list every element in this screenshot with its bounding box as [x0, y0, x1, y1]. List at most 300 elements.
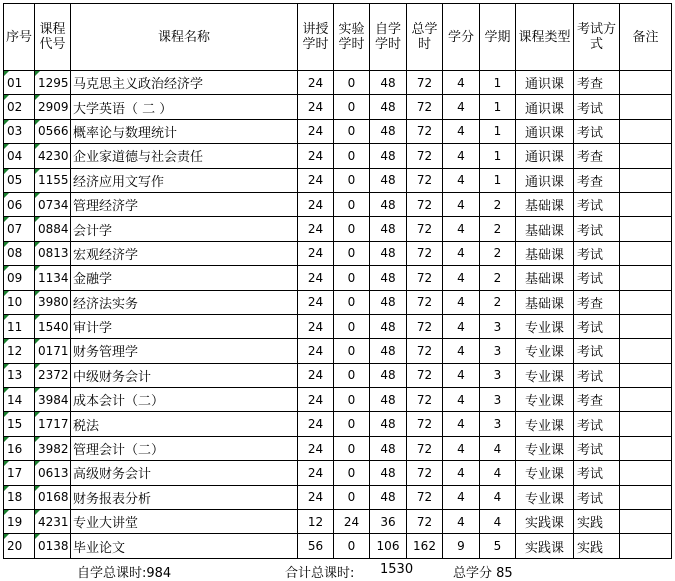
exam-method-cell: 考试	[574, 485, 620, 509]
table-row	[4, 266, 672, 290]
total-hours-value: 1530	[380, 562, 414, 577]
table-row	[4, 290, 672, 314]
credits-cell: 4	[443, 192, 480, 216]
course-type-cell: 专业课	[516, 485, 574, 509]
cell-marker-icon	[4, 510, 9, 515]
lecture-hours-cell: 24	[298, 363, 334, 387]
semester-cell: 2	[480, 266, 516, 290]
table-body	[4, 71, 672, 559]
table-row	[4, 388, 672, 412]
course-name-cell: 毕业论文	[71, 534, 298, 558]
table-row	[4, 485, 672, 509]
lecture-hours-cell: 12	[298, 510, 334, 534]
lecture-hours-cell: 24	[298, 119, 334, 143]
row-index-cell	[4, 71, 35, 95]
row-index-text: 07	[7, 222, 23, 237]
row-index-cell	[4, 412, 35, 436]
course-name-cell: 审计学	[71, 314, 298, 338]
remarks-cell	[620, 314, 672, 338]
row-index-text: 17	[7, 465, 23, 480]
col-course-type-header: 课程类型	[516, 4, 574, 71]
lecture-hours-cell: 24	[298, 144, 334, 168]
remarks-cell	[620, 192, 672, 216]
lecture-hours-cell: 24	[298, 266, 334, 290]
row-index-text: 19	[7, 514, 23, 529]
credits-cell: 4	[443, 461, 480, 485]
table-row	[4, 168, 672, 192]
self-study-hours-cell: 48	[370, 485, 407, 509]
cell-marker-icon	[4, 388, 9, 393]
course-code-text: 0734	[38, 197, 69, 212]
semester-cell: 5	[480, 534, 516, 558]
self-study-hours-cell: 48	[370, 436, 407, 460]
row-index-text: 08	[7, 246, 23, 261]
row-index-text: 13	[7, 368, 23, 383]
row-index-cell	[4, 217, 35, 241]
row-index-cell	[4, 241, 35, 265]
credits-cell: 4	[443, 290, 480, 314]
self-study-hours-cell: 36	[370, 510, 407, 534]
course-name-cell: 马克思主义政治经济学	[71, 71, 298, 95]
row-index-text: 10	[7, 295, 23, 310]
self-study-hours-cell: 48	[370, 314, 407, 338]
exam-method-cell: 考试	[574, 95, 620, 119]
course-code-cell	[35, 241, 71, 265]
col-course-code-header: 课程代号	[35, 4, 71, 71]
cell-marker-icon	[4, 291, 9, 296]
header-row	[4, 4, 672, 71]
lecture-hours-cell: 24	[298, 461, 334, 485]
remarks-cell	[620, 510, 672, 534]
course-name-cell: 中级财务会计	[71, 363, 298, 387]
self-study-hours-cell: 48	[370, 388, 407, 412]
credits-cell: 4	[443, 217, 480, 241]
table-row	[4, 314, 672, 338]
course-name-cell: 税法	[71, 412, 298, 436]
semester-cell: 2	[480, 192, 516, 216]
cell-marker-icon	[4, 95, 9, 100]
lab-hours-cell: 0	[334, 217, 370, 241]
row-index-text: 18	[7, 490, 23, 505]
cell-marker-icon	[35, 144, 40, 149]
lab-hours-cell: 0	[334, 290, 370, 314]
table-row	[4, 217, 672, 241]
table-row	[4, 339, 672, 363]
credits-cell: 4	[443, 485, 480, 509]
row-index-text: 05	[7, 173, 23, 188]
col-exam-method-header: 考试方式	[574, 4, 620, 71]
course-code-text: 0813	[38, 246, 69, 261]
cell-marker-icon	[35, 437, 40, 442]
course-type-cell: 基础课	[516, 192, 574, 216]
credits-cell: 4	[443, 266, 480, 290]
lecture-hours-cell: 24	[298, 314, 334, 338]
self-study-total: 自学总课时:984	[77, 566, 172, 581]
course-code-cell	[35, 314, 71, 338]
course-type-cell: 专业课	[516, 339, 574, 363]
semester-cell: 1	[480, 71, 516, 95]
credits-cell: 4	[443, 436, 480, 460]
total-hours-cell: 72	[407, 290, 443, 314]
course-code-text: 1540	[38, 319, 69, 334]
cell-marker-icon	[35, 315, 40, 320]
course-name-cell: 金融学	[71, 266, 298, 290]
course-type-cell: 专业课	[516, 412, 574, 436]
course-code-cell	[35, 144, 71, 168]
course-code-cell	[35, 168, 71, 192]
cell-marker-icon	[35, 291, 40, 296]
credits-cell: 9	[443, 534, 480, 558]
self-study-hours-cell: 48	[370, 217, 407, 241]
self-study-hours-cell: 48	[370, 192, 407, 216]
row-index-cell	[4, 144, 35, 168]
remarks-cell	[620, 217, 672, 241]
col-semester-header: 学期	[480, 4, 516, 71]
total-hours-cell: 72	[407, 314, 443, 338]
self-study-hours-cell: 48	[370, 119, 407, 143]
course-table	[3, 3, 672, 559]
lecture-hours-cell: 24	[298, 388, 334, 412]
exam-method-cell: 考试	[574, 192, 620, 216]
cell-marker-icon	[4, 339, 9, 344]
course-code-text: 1155	[38, 173, 69, 188]
table-row	[4, 534, 672, 558]
course-type-cell: 通识课	[516, 95, 574, 119]
row-index-cell	[4, 363, 35, 387]
lecture-hours-cell: 24	[298, 168, 334, 192]
exam-method-cell: 考试	[574, 339, 620, 363]
lab-hours-cell: 24	[334, 510, 370, 534]
cell-marker-icon	[35, 71, 40, 76]
credits-cell: 4	[443, 144, 480, 168]
course-name-cell: 概率论与数理统计	[71, 119, 298, 143]
course-type-cell: 实践课	[516, 510, 574, 534]
course-code-text: 3984	[38, 392, 69, 407]
exam-method-cell: 实践	[574, 510, 620, 534]
exam-method-cell: 实践	[574, 534, 620, 558]
course-code-text: 0171	[38, 343, 69, 358]
course-type-cell: 专业课	[516, 388, 574, 412]
lab-hours-cell: 0	[334, 314, 370, 338]
semester-cell: 1	[480, 168, 516, 192]
lab-hours-cell: 0	[334, 534, 370, 558]
lab-hours-cell: 0	[334, 266, 370, 290]
row-index-cell	[4, 461, 35, 485]
table-row	[4, 510, 672, 534]
row-index-cell	[4, 436, 35, 460]
row-index-cell	[4, 485, 35, 509]
cell-marker-icon	[35, 120, 40, 125]
row-index-cell	[4, 192, 35, 216]
self-study-hours-cell: 48	[370, 290, 407, 314]
cell-marker-icon	[4, 315, 9, 320]
self-study-hours-cell: 48	[370, 461, 407, 485]
exam-method-cell: 考试	[574, 461, 620, 485]
course-code-text: 0138	[38, 539, 69, 554]
cell-marker-icon	[4, 461, 9, 466]
course-code-text: 0613	[38, 465, 69, 480]
credits-cell: 4	[443, 95, 480, 119]
self-study-hours-cell: 48	[370, 144, 407, 168]
row-index-cell	[4, 534, 35, 558]
remarks-cell	[620, 241, 672, 265]
cell-marker-icon	[35, 169, 40, 174]
lab-hours-cell: 0	[334, 71, 370, 95]
remarks-cell	[620, 144, 672, 168]
lab-hours-cell: 0	[334, 168, 370, 192]
table-row	[4, 412, 672, 436]
table-row	[4, 436, 672, 460]
lab-hours-cell: 0	[334, 241, 370, 265]
course-type-cell: 基础课	[516, 290, 574, 314]
cell-marker-icon	[4, 412, 9, 417]
exam-method-cell: 考试	[574, 266, 620, 290]
course-code-cell	[35, 534, 71, 558]
exam-method-cell: 考查	[574, 71, 620, 95]
lab-hours-cell: 0	[334, 95, 370, 119]
row-index-cell	[4, 266, 35, 290]
self-study-hours-cell: 48	[370, 168, 407, 192]
course-code-cell	[35, 192, 71, 216]
table-row	[4, 363, 672, 387]
course-code-text: 0168	[38, 490, 69, 505]
cell-marker-icon	[4, 266, 9, 271]
lecture-hours-cell: 24	[298, 436, 334, 460]
total-hours-cell: 72	[407, 95, 443, 119]
semester-cell: 4	[480, 485, 516, 509]
course-name-cell: 管理会计（二）	[71, 436, 298, 460]
course-type-cell: 专业课	[516, 363, 574, 387]
total-hours-cell: 72	[407, 363, 443, 387]
course-name-cell: 会计学	[71, 217, 298, 241]
self-study-hours-cell: 48	[370, 339, 407, 363]
course-code-cell	[35, 510, 71, 534]
course-name-cell: 财务管理学	[71, 339, 298, 363]
total-hours-cell: 72	[407, 266, 443, 290]
course-code-cell	[35, 485, 71, 509]
cell-marker-icon	[4, 364, 9, 369]
cell-marker-icon	[4, 144, 9, 149]
cell-marker-icon	[35, 461, 40, 466]
cell-marker-icon	[4, 71, 9, 76]
exam-method-cell: 考试	[574, 314, 620, 338]
course-code-cell	[35, 388, 71, 412]
course-code-text: 0884	[38, 222, 69, 237]
course-code-text: 2909	[38, 100, 69, 115]
course-type-cell: 基础课	[516, 217, 574, 241]
cell-marker-icon	[35, 266, 40, 271]
cell-marker-icon	[35, 242, 40, 247]
cell-marker-icon	[35, 217, 40, 222]
remarks-cell	[620, 485, 672, 509]
lab-hours-cell: 0	[334, 485, 370, 509]
lecture-hours-cell: 24	[298, 412, 334, 436]
cell-marker-icon	[4, 217, 9, 222]
row-index-cell	[4, 290, 35, 314]
total-hours-cell: 72	[407, 119, 443, 143]
row-index-cell	[4, 314, 35, 338]
total-hours-cell: 72	[407, 71, 443, 95]
cell-marker-icon	[4, 242, 9, 247]
lecture-hours-cell: 24	[298, 71, 334, 95]
table-row	[4, 241, 672, 265]
lecture-hours-cell: 24	[298, 290, 334, 314]
course-type-cell: 实践课	[516, 534, 574, 558]
total-hours-cell: 72	[407, 168, 443, 192]
row-index-text: 15	[7, 417, 23, 432]
row-index-cell	[4, 119, 35, 143]
row-index-text: 02	[7, 100, 23, 115]
semester-cell: 3	[480, 339, 516, 363]
course-code-cell	[35, 461, 71, 485]
semester-cell: 2	[480, 217, 516, 241]
exam-method-cell: 考试	[574, 119, 620, 143]
semester-cell: 3	[480, 314, 516, 338]
total-hours-cell: 72	[407, 485, 443, 509]
remarks-cell	[620, 388, 672, 412]
course-code-cell	[35, 339, 71, 363]
cell-marker-icon	[35, 339, 40, 344]
total-hours-cell: 72	[407, 510, 443, 534]
course-name-cell: 专业大讲堂	[71, 510, 298, 534]
col-total-hours-header: 总学时	[407, 4, 443, 71]
lab-hours-cell: 0	[334, 461, 370, 485]
course-code-text: 2372	[38, 368, 69, 383]
col-self-study-hours-header: 自学学时	[370, 4, 407, 71]
semester-cell: 1	[480, 144, 516, 168]
remarks-cell	[620, 168, 672, 192]
row-index-text: 16	[7, 441, 23, 456]
course-name-cell: 经济应用文写作	[71, 168, 298, 192]
course-code-cell	[35, 412, 71, 436]
row-index-text: 12	[7, 343, 23, 358]
exam-method-cell: 考试	[574, 436, 620, 460]
lab-hours-cell: 0	[334, 144, 370, 168]
semester-cell: 2	[480, 241, 516, 265]
course-type-cell: 专业课	[516, 436, 574, 460]
semester-cell: 3	[480, 363, 516, 387]
total-hours-cell: 72	[407, 241, 443, 265]
exam-method-cell: 考试	[574, 412, 620, 436]
semester-cell: 4	[480, 510, 516, 534]
table-row	[4, 192, 672, 216]
row-index-text: 20	[7, 539, 23, 554]
credits-cell: 4	[443, 168, 480, 192]
total-hours-cell: 162	[407, 534, 443, 558]
total-credits: 总学分 85	[453, 566, 513, 581]
course-name-cell: 成本会计（二）	[71, 388, 298, 412]
cell-marker-icon	[35, 364, 40, 369]
cell-marker-icon	[4, 534, 9, 539]
self-study-hours-cell: 48	[370, 363, 407, 387]
exam-method-cell: 考试	[574, 363, 620, 387]
total-hours-cell: 72	[407, 461, 443, 485]
exam-method-cell: 考查	[574, 168, 620, 192]
lecture-hours-cell: 24	[298, 485, 334, 509]
remarks-cell	[620, 412, 672, 436]
semester-cell: 1	[480, 95, 516, 119]
course-name-cell: 管理经济学	[71, 192, 298, 216]
course-code-text: 3982	[38, 441, 69, 456]
col-lecture-hours-header: 讲授学时	[298, 4, 334, 71]
row-index-cell	[4, 95, 35, 119]
course-type-cell: 专业课	[516, 461, 574, 485]
lab-hours-cell: 0	[334, 119, 370, 143]
cell-marker-icon	[4, 437, 9, 442]
col-lab-hours-header: 实验学时	[334, 4, 370, 71]
total-hours-cell: 72	[407, 144, 443, 168]
credits-cell: 4	[443, 363, 480, 387]
lecture-hours-cell: 24	[298, 339, 334, 363]
course-code-text: 1295	[38, 75, 69, 90]
credits-cell: 4	[443, 119, 480, 143]
total-hours-cell: 72	[407, 192, 443, 216]
row-index-cell	[4, 510, 35, 534]
credits-cell: 4	[443, 314, 480, 338]
course-type-cell: 基础课	[516, 266, 574, 290]
cell-marker-icon	[4, 193, 9, 198]
table-row	[4, 119, 672, 143]
cell-marker-icon	[4, 120, 9, 125]
table-row	[4, 95, 672, 119]
credits-cell: 4	[443, 339, 480, 363]
cell-marker-icon	[35, 534, 40, 539]
self-study-hours-cell: 48	[370, 71, 407, 95]
self-study-hours-cell: 48	[370, 95, 407, 119]
total-hours-cell: 72	[407, 412, 443, 436]
semester-cell: 4	[480, 461, 516, 485]
cell-marker-icon	[35, 193, 40, 198]
total-hours-cell: 72	[407, 217, 443, 241]
lab-hours-cell: 0	[334, 412, 370, 436]
col-remarks-header: 备注	[620, 4, 672, 71]
cell-marker-icon	[35, 412, 40, 417]
cell-marker-icon	[35, 510, 40, 515]
col-course-name-header: 课程名称	[71, 4, 298, 71]
course-code-cell	[35, 266, 71, 290]
remarks-cell	[620, 534, 672, 558]
course-code-cell	[35, 363, 71, 387]
remarks-cell	[620, 71, 672, 95]
semester-cell: 2	[480, 290, 516, 314]
cell-marker-icon	[35, 486, 40, 491]
cell-marker-icon	[4, 486, 9, 491]
self-study-hours-cell: 48	[370, 412, 407, 436]
course-type-cell: 基础课	[516, 241, 574, 265]
course-code-text: 4230	[38, 148, 69, 163]
row-index-text: 11	[7, 319, 23, 334]
cell-marker-icon	[35, 95, 40, 100]
course-type-cell: 通识课	[516, 168, 574, 192]
table-row	[4, 144, 672, 168]
row-index-cell	[4, 339, 35, 363]
lab-hours-cell: 0	[334, 339, 370, 363]
course-name-cell: 财务报表分析	[71, 485, 298, 509]
credits-cell: 4	[443, 71, 480, 95]
exam-method-cell: 考试	[574, 217, 620, 241]
course-code-text: 1717	[38, 417, 69, 432]
summary-footer	[0, 560, 675, 581]
self-study-hours-cell: 48	[370, 266, 407, 290]
self-study-hours-cell: 106	[370, 534, 407, 558]
semester-cell: 3	[480, 388, 516, 412]
course-code-text: 1134	[38, 270, 69, 285]
remarks-cell	[620, 461, 672, 485]
credits-cell: 4	[443, 510, 480, 534]
course-code-text: 4231	[38, 514, 69, 529]
lecture-hours-cell: 24	[298, 241, 334, 265]
course-code-cell	[35, 119, 71, 143]
